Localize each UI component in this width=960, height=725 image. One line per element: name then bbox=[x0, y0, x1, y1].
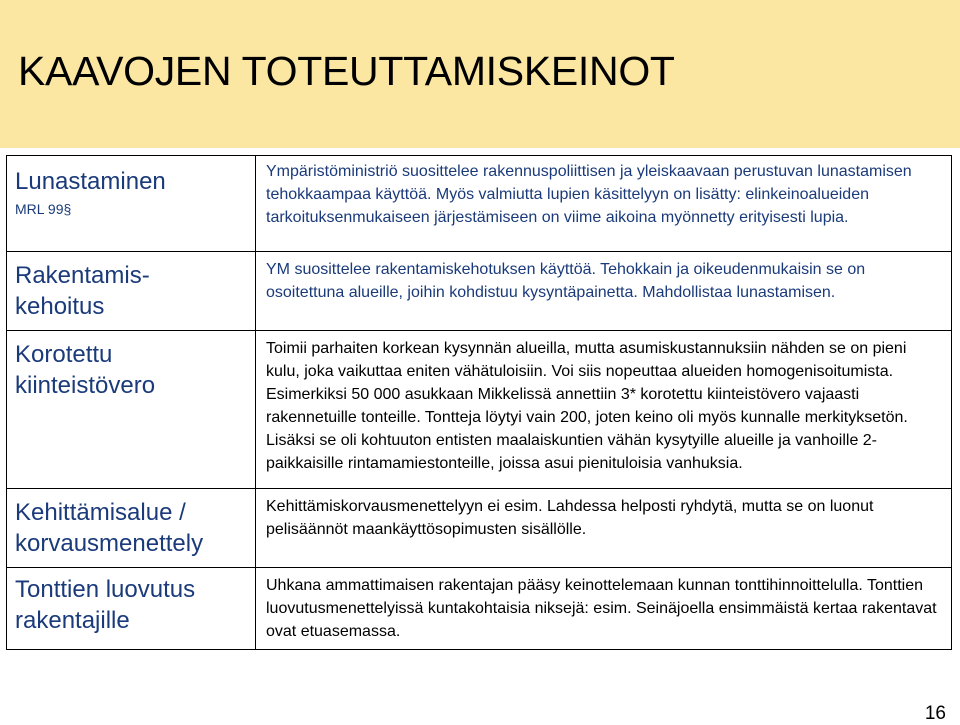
row-text-cell bbox=[256, 331, 952, 489]
row-label-line2: kiinteistövero bbox=[15, 372, 156, 399]
content-table bbox=[6, 155, 952, 650]
table-row bbox=[7, 331, 952, 489]
row-label-line1: Korotettu bbox=[15, 341, 113, 368]
row-label-cell bbox=[7, 252, 256, 331]
row-label-line1: Rakentamis- bbox=[15, 262, 150, 289]
slide-title: KAAVOJEN TOTEUTTAMISKEINOT bbox=[18, 48, 675, 94]
title-band bbox=[0, 0, 960, 148]
row-label: Lunastaminen bbox=[15, 168, 166, 195]
row-label-cell bbox=[7, 156, 256, 252]
page-number: 16 bbox=[924, 703, 946, 724]
row-label-cell bbox=[7, 568, 256, 650]
row-text: YM suosittelee rakentamiskehotuksen käyttöä. Tehokkain ja oikeudenmukaisin se on osoitettuna alueille, joihin kohdistuu kysyntäpainetta. Mahdollistaa lunastamisen. bbox=[266, 261, 866, 301]
row-label-cell bbox=[7, 331, 256, 489]
table-row bbox=[7, 568, 952, 650]
row-text: Ympäristöministriö suosittelee rakennuspoliittisen ja yleiskaavaan perustuvan lunastamisen tehokkaampaa käyttöä. Myös valmiutta lupien käsittelyyn on lisätty: elinkeinoalueiden tarkoituksenmukaiseen järjestämiseen on viime aikoina myönnetty erityisesti lupia. bbox=[266, 163, 912, 226]
row-text-cell bbox=[256, 156, 952, 252]
row-text-cell bbox=[256, 489, 952, 568]
row-label-line2: rakentajille bbox=[15, 607, 130, 634]
row-label-line2: korvausmenettely bbox=[15, 530, 204, 557]
row-sublabel: MRL 99§ bbox=[15, 201, 72, 217]
row-text-cell bbox=[256, 252, 952, 331]
row-text: Kehittämiskorvausmenettelyyn ei esim. Lahdessa helposti ryhdytä, mutta se on luonut pelisäännöt maankäyttösopimusten sisällölle. bbox=[266, 498, 874, 538]
table-row bbox=[7, 156, 952, 252]
row-label-line2: kehoitus bbox=[15, 293, 105, 320]
row-label-line1: Tonttien luovutus bbox=[15, 576, 196, 603]
row-label-cell bbox=[7, 489, 256, 568]
row-text: Toimii parhaiten korkean kysynnän alueilla, mutta asumiskustannuksiin nähden se on pieni kulu, joka vaikuttaa eniten vähätuloisiin. Voi siis nopeuttaa alueiden homogenisoitumista. Esimerkiksi 50 000 asukkaan Mikkelissä annettiin 3* korotettu kiinteistövero vajaasti rakennetuille tonteille. Tontteja löytyi vain 200, joten keino oli myös kunnalle merkityksetön. Lisäksi se oli kohtuuton entisten maalaiskuntien vähän kysytyille alueille ja vanhoille 2-paikkaisille rintamamiestonteille, joissa asui pienituloisia vanhuksia. bbox=[266, 340, 908, 472]
row-text-cell bbox=[256, 568, 952, 650]
row-label-line1: Kehittämisalue / bbox=[15, 499, 186, 526]
table-row bbox=[7, 252, 952, 331]
row-text: Uhkana ammattimaisen rakentajan pääsy keinottelemaan kunnan tonttihinnoittelulla. Tonttien luovutusmenettelyissä kuntakohtaisia niksejä: esim. Seinäjoella ensimmäistä kertaa rakentavat ovat etuasemassa. bbox=[266, 577, 937, 640]
table-row bbox=[7, 489, 952, 568]
